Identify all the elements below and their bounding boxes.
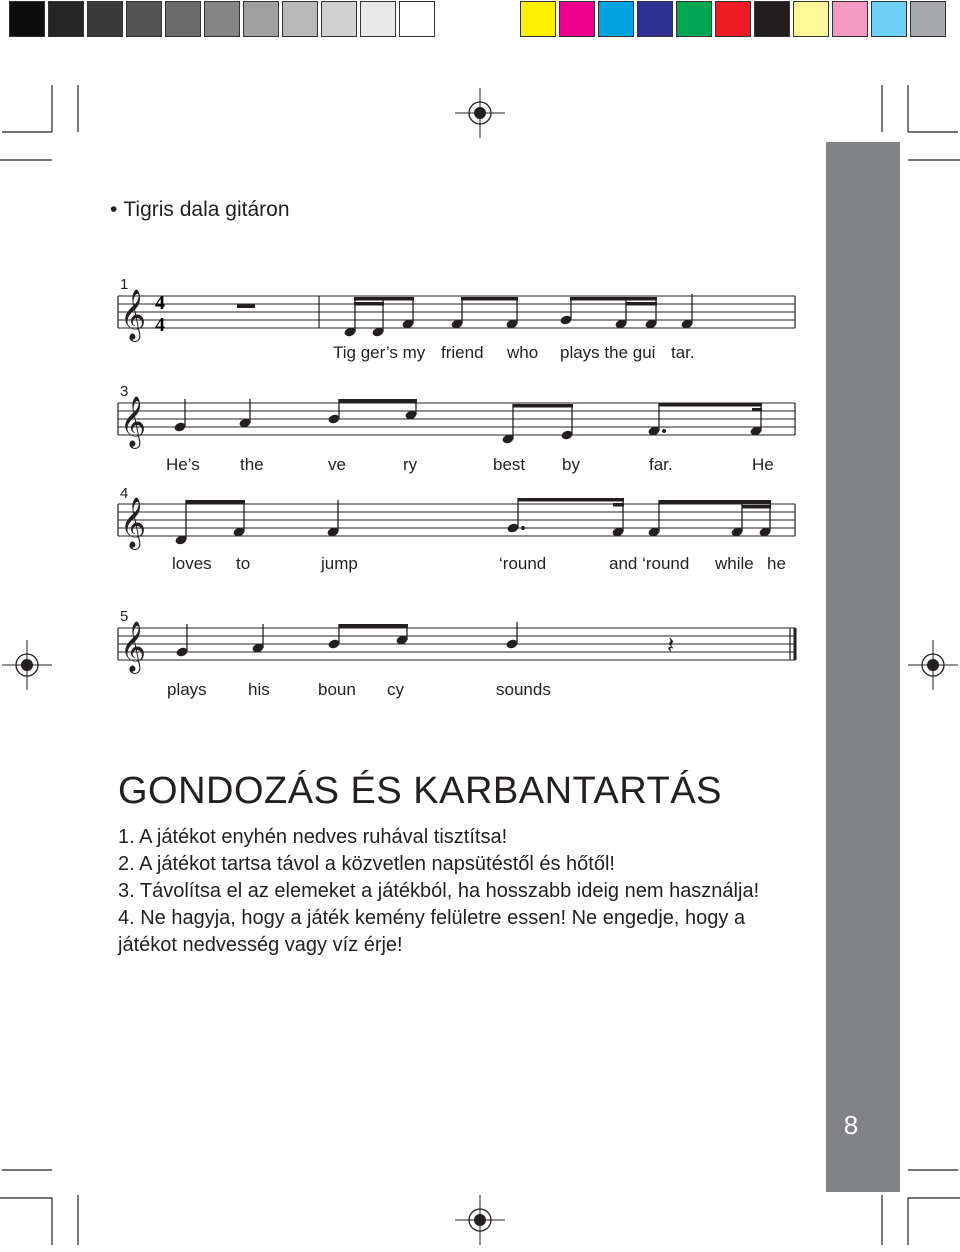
instruction-item: 2. A játékot tartsa távol a közvetlen napsütéstől és hőtől! [118, 853, 615, 875]
lyric: the [240, 455, 264, 474]
note-beam [385, 399, 417, 403]
registration-mark-icon [908, 640, 958, 690]
lyric: ve [328, 455, 346, 474]
lyric: tar. [671, 343, 695, 362]
lyric: jump [321, 554, 358, 573]
lyric: friend [441, 343, 484, 362]
treble-clef-icon: 𝄞 [120, 396, 147, 447]
note-beam [513, 404, 573, 408]
lyric: and ‘round [609, 554, 690, 573]
note-dot [521, 526, 525, 530]
whole-rest [237, 304, 255, 308]
lyric: plays [167, 680, 207, 699]
registration-mark-icon [455, 1195, 505, 1245]
lyric: who [507, 343, 539, 362]
instruction-item: 4. Ne hagyja, hogy a játék kemény felületre essen! Ne engedje, hogy a játékot nedvesség vagy víz érje! [118, 907, 746, 956]
lyric: best [493, 455, 526, 474]
care-instructions [118, 824, 808, 959]
care-heading: GONDOZÁS ÉS KARBANTARTÁS [118, 770, 722, 812]
quarter-rest-icon: 𝄽 [667, 631, 675, 659]
lyric: plays the gui [560, 343, 656, 362]
song-title-text: Tigris dala gitáron [123, 198, 290, 221]
note-beam [354, 297, 414, 301]
time-signature-top: 4 [155, 292, 165, 314]
lyric: he [767, 554, 786, 573]
note-beam [354, 302, 384, 306]
measure-number-4: 4 [120, 485, 129, 502]
note-beam [339, 624, 408, 628]
note-beam [186, 500, 245, 504]
measure-number-3: 3 [120, 383, 129, 400]
lyric: He’s [166, 455, 200, 474]
lyric: ry [403, 455, 418, 474]
note-beam [518, 498, 624, 502]
lyric: Tig ger’s my [333, 343, 426, 362]
lyric: while [715, 554, 754, 573]
lyric: his [248, 680, 270, 699]
treble-clef-icon: 𝄞 [120, 621, 147, 672]
time-signature-bottom: 4 [155, 314, 165, 336]
lyric: sounds [496, 680, 551, 699]
note-beam [659, 500, 771, 504]
registration-mark-icon [2, 640, 52, 690]
treble-clef-icon: 𝄞 [120, 289, 147, 340]
bullet-icon: • [110, 198, 118, 221]
note-beam [570, 297, 657, 301]
lyric: ‘round [499, 554, 547, 573]
lyric: far. [649, 455, 673, 474]
instruction-item: 1. A játékot enyhén nedves ruhával tisztítsa! [118, 826, 508, 848]
lyric: He [752, 455, 774, 474]
note-beam [626, 302, 657, 306]
note-beam [742, 505, 771, 509]
treble-clef-icon: 𝄞 [120, 497, 147, 548]
page-number: 8 [843, 1110, 859, 1140]
lyric: to [236, 554, 251, 573]
note-dot [662, 429, 666, 433]
note-beam [339, 399, 385, 403]
note-beam [461, 297, 518, 301]
measure-number-5: 5 [120, 608, 129, 625]
note-beam [752, 408, 762, 412]
note-beam [659, 403, 762, 407]
lyric: boun [318, 680, 356, 699]
measure-number-1: 1 [120, 276, 129, 293]
note-beam [613, 503, 624, 507]
lyric: cy [387, 680, 404, 699]
lyric: loves [172, 554, 212, 573]
instruction-item: 3. Távolítsa el az elemeket a játékból, ha hosszabb ideig nem használja! [118, 880, 760, 902]
lyric: by [562, 455, 580, 474]
registration-mark-icon [455, 88, 505, 138]
